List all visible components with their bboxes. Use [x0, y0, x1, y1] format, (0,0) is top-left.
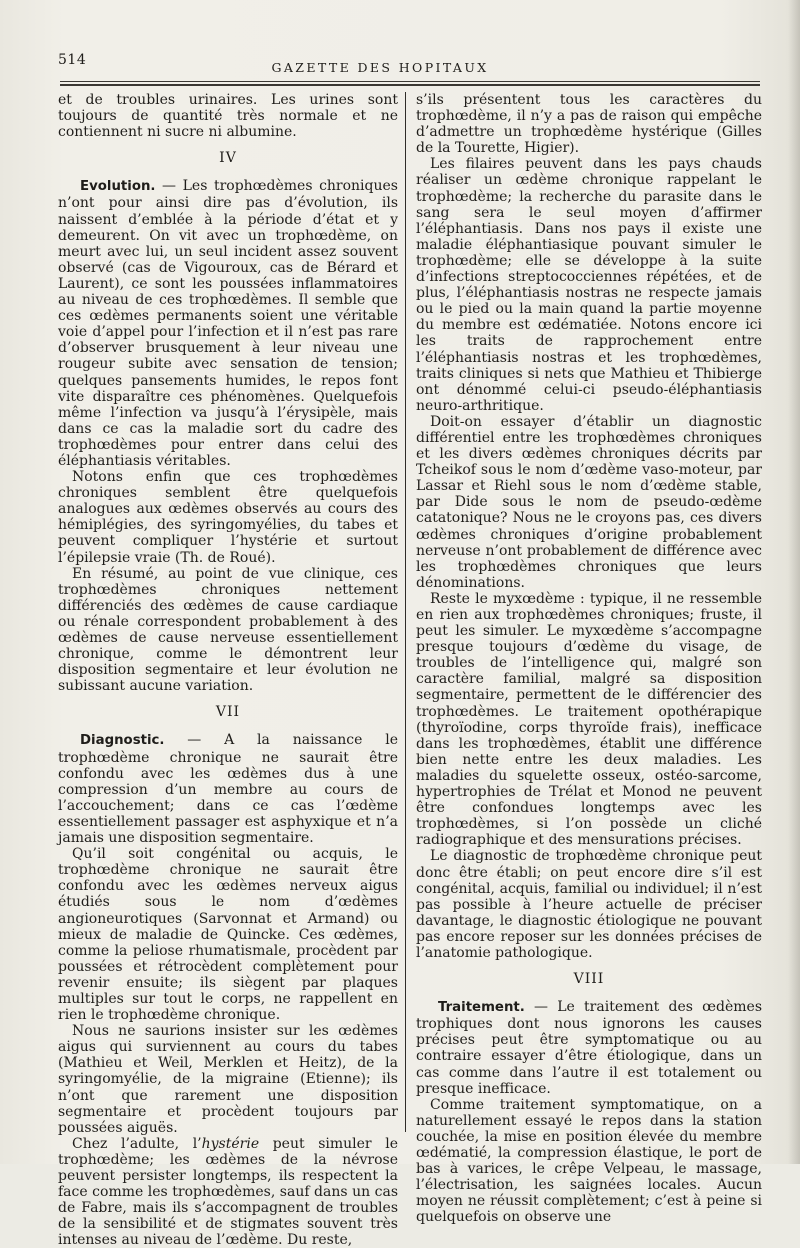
paragraph: s’ils présentent tous les caractères du trophœdème, il n’y a pas de raison qui empêche d’admettre un trophœdème hystérique (Gilles de la Tourette, Higier).	[416, 92, 762, 157]
paragraph: et de troubles urinaires. Les urines sont toujours de quantité très normale et ne contiennent ni sucre ni albumine.	[58, 92, 398, 141]
paragraph-hysterie	[58, 1136, 398, 1248]
header-rule-thick	[60, 84, 760, 86]
page-number: 514	[58, 52, 87, 68]
paragraph-text: — A la naissance le trophœdème chronique ne saurait être confondu avec les œdèmes dus à une compression d’un membre au cours de l’accouchement; dans ce cas l’œdème essentiellement passager est asphyxique et n’a jamais une disposition segmentaire.	[58, 732, 398, 847]
paragraph: En résumé, au point de vue clinique, ces trophœdèmes chroniques nettement différenciés des œdèmes de cause cardiaque ou rénale correspondent probablement à des œdèmes de cause nerveuse essentiellement chronique, comme le démontrent leur disposition segmentaire et leur évolution ne subissant aucune variation.	[58, 565, 398, 695]
italic-term: hystérie	[201, 1135, 260, 1152]
paragraph: Reste le myxœdème : typique, il ne ressemble en rien aux trophœdèmes chroniques; fruste, il peut les simuler. Le myxœdème s’accompagne presque toujours d’œdème du visage, de troubles de l’intelligence qui, malgré son caractère familial, malgré sa disposition segmentaire, permettent de le différencier des trophœdèmes. Le traitement opothérapique (thyroïodine, corps thyroïde frais), inefficace dans les trophœdèmes, établit une différence bien nette entre les deux maladies. Les maladies du squelette osseux, ostéo-sarcome, hypertrophies de Trélat et Monod ne peuvent être confondues longtemps avec les trophœdèmes, si l’on possède un cliché radiographique et des mensurations précises.	[416, 590, 762, 849]
right-column	[416, 92, 762, 1225]
paragraph: Nous ne saurions insister sur les œdèmes aigus qui surviennent au cours du tabes (Mathieu et Weil, Merklen et Heitz), de la syringomyélie, de la migraine (Etienne); ils n’ont que rarement une disposition segmentaire et procèdent toujours par poussées aiguës.	[58, 1023, 398, 1136]
header-rule-thin	[60, 81, 760, 82]
paragraph: Notons enfin que ces trophœdèmes chroniques semblent être quelquefois analogues aux œdèmes observés au cours des hémiplégies, des syringomyélies, du tabes et peuvent compliquer l’hystérie et surtout l’épilepsie vraie (Th. de Roué).	[58, 469, 398, 566]
paragraph-evolution	[58, 178, 398, 469]
paragraph-text: — Le traitement des œdèmes trophiques dont nous ignorons les causes précises peut être symptomatique ou au contraire essayer d’être étiologique, dans un cas comme dans l’autre il est totalement ou presque inefficace.	[416, 999, 762, 1097]
section-heading-viii: VIII	[573, 971, 605, 988]
paragraph-text: — Les trophœdèmes chroniques n’ont pour ainsi dire pas d’évolution, ils naissent d’emblée à la période d’état et y demeurent. On vit avec un trophœdème, on meurt avec lui, un seul incident assez souvent observé (cas de Vigouroux, cas de Bérard et Laurent), ce sont les poussées inflammatoires au niveau de ces trophœdèmes. Il semble que ces œdèmes permanents soient une véritable voie d’appel pour l’infection et il n’est pas rare d’observer brusquement à leur niveau une rougeur subite avec sensation de tension; quelques pansements humides, le repos font vite disparaître ces phénomènes. Quelquefois même l’infection va jusqu’à l’érysipèle, mais dans ce cas la maladie sort du cadre des trophœdèmes pour entrer dans celui des éléphantiasis véritables.	[58, 178, 398, 469]
paragraph: Doit-on essayer d’établir un diagnostic différentiel entre les trophœdèmes chroniques et les divers œdèmes chroniques décrits par Tcheikof sous le nom d’œdème vaso-moteur, par Lassar et Riehl sous le nom d’œdème stable, par Dide sous le nom de pseudo-œdème catatonique? Nous ne le croyons pas, ces divers œdèmes chroniques d’origine probablement nerveuse n’ont probablement de différence avec les trophœdèmes chroniques que leurs dénominations.	[416, 413, 762, 591]
paragraph-text: Chez l’adulte, l’	[72, 1135, 202, 1152]
left-column	[58, 92, 398, 1248]
running-head-title: GAZETTE DES HOPITAUX	[271, 60, 489, 75]
paragraph: Le diagnostic de trophœdème chronique peut donc être établi; on peut encore dire s’il est congénital, acquis, familial ou individuel; il n’est pas possible à l’heure actuelle de préciser davantage, le diagnostic étiologique ne pouvant pas encore reposer sur les données précises de l’anatomie pathologique.	[416, 848, 762, 961]
page-edge-shadow	[788, 0, 800, 1164]
section-label-traitement: Traitement.	[438, 1000, 525, 1016]
paragraph: Comme traitement symptomatique, on a naturellement essayé le repos dans la station couchée, la mise en position élevée du membre œdématié, la compression élastique, le port de bas à varices, le crêpe Velpeau, le massage, l’électrisation, les saignées locales. Aucun moyen ne réussit complètement; c’est à peine si quelquefois on observe une	[416, 1096, 762, 1226]
column-divider	[405, 92, 406, 1132]
section-heading-vii: VII	[215, 704, 241, 721]
section-label-evolution: Evolution.	[80, 179, 156, 195]
section-heading-iv: IV	[219, 150, 237, 167]
paragraph-text: peut simuler le trophœdème; les œdèmes de la névrose peuvent persister longtemps, ils respectent la face comme les trophœdèmes, sauf dans un cas de Fabre, mais ils s’accompagnent de troubles de la sensibilité et de stigmates souvent très intenses au niveau de l’œdème. Du reste,	[58, 1135, 398, 1248]
paragraph: Qu’il soit congénital ou acquis, le trophœdème chronique ne saurait être confondu avec les œdèmes nerveux aigus étudiés sous le nom d’œdèmes angioneurotiques (Sarvonnat et Armand) ou mieux de maladie de Quincke. Ces œdèmes, comme la peliose rhumatismale, procèdent par poussées et rétrocèdent complètement pour revenir ensuite; ils siègent par plaques multiples sur tout le corps, ne rappellent en rien le trophœdème chronique.	[58, 846, 398, 1024]
section-label-diagnostic: Diagnostic.	[80, 733, 165, 749]
paragraph: Les filaires peuvent dans les pays chauds réaliser un œdème chronique rappelant le trophœdème; la recherche du parasite dans le sang sera le seul moyen d’affirmer l’éléphantiasis. Dans nos pays il existe une maladie éléphantiasique pouvant simuler le trophœdème; elle se développe à la suite d’infections streptococciennes répétées, et de plus, l’éléphantiasis nostras ne respecte jamais ou le pied ou la main quand la partie moyenne du membre est œdématiée. Notons encore ici les traits de rapprochement entre l’éléphantiasis nostras et les trophœdèmes, traits cliniques si nets que Mathieu et Thibierge ont dénommé celui-ci pseudo-éléphantiasis neuro-arthritique.	[416, 156, 762, 414]
paragraph-traitement	[416, 999, 762, 1097]
paragraph-diagnostic	[58, 732, 398, 846]
